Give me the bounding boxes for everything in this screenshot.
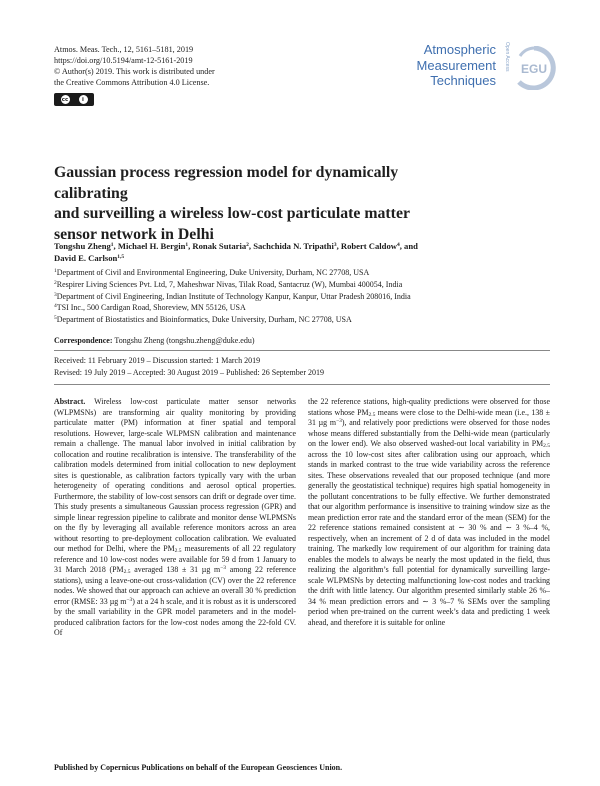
correspondence [54,336,254,345]
affiliation: $^3$Department of Civil Engineering, Indian Institute of Technology Kanpur, Kanpur, Uttar Pradesh 208016, India [54,291,411,301]
author-name: Ronak Sutaria [192,241,247,251]
publication-dates: Received: 11 February 2019 – Discussion started: 1 March 2019 Revised: 19 July 2019 – Accepted: 30 August 2019 – Published: 26 September 2019 [54,356,324,377]
correspondence-email: Tongshu Zheng (tongshu.zheng@duke.edu) [112,336,255,345]
divider [54,350,550,351]
cc-icon: cc [61,96,69,103]
affiliation: $^5$Department of Biostatistics and Bioinformatics, Duke University, Durham, NC 27708, USA [54,315,352,325]
egu-logo-icon [512,46,556,90]
doi-link[interactable]: https://doi.org/10.5194/amt-12-5161-2019 [54,56,193,65]
attribution-icon: i [79,95,88,104]
divider [54,384,550,385]
author-name: David E. Carlson [54,253,118,263]
egu-text: EGU [520,62,548,76]
journal-name: Atmospheric Measurement Techniques [416,42,496,88]
abstract-column-left [54,397,296,639]
publisher-footer: Published by Copernicus Publications on behalf of the European Geosciences Union. [54,763,343,772]
abstract-label: Abstract. [54,397,86,406]
author-list: Tongshu Zheng$^1$, Michael H. Bergin$^1$, Ronak Sutaria$^2$, Sachchida N. Tripathi$^3$, Robert Caldow$^4$, and David E. Carlson$^{1,5}$ [54,241,418,263]
article-header [54,44,215,88]
author-name: Tongshu Zheng [54,241,111,251]
author-name: Sachchida N. Tripathi [253,241,334,251]
affiliation-list [54,267,554,326]
abstract-text: Abstract. Wireless low-cost particulate matter sensor networks (WLPMSNs) are transforming air quality monitoring by providing particulate matter (PM) information at finer spatial and temporal resolutions. However, large-scale WLPMSN calibration and maintenance remain a challenge. The manual labor involved in initial calibration by collocation and routine recalibration is intensive. The transferability of the calibration models determined from initial collocation to new deployment sites is questionable, as calibration factors typically vary with the urban heterogeneity of operating conditions and aerosol optical properties. Furthermore, the stability of low-cost sensors can drift or degrade over time. This study presents a simultaneous Gaussian process regression (GPR) and simple linear regression pipeline to calibrate and monitor dense WLPMSNs on the fly by leveraging all available reference monitors across an area without resorting to pre-deployment collocation calibration. We evaluated our method for Delhi, where the $PM_{2.5}$ measurements of all 22 regulatory reference and 10 low-cost nodes were available for 59 d from 1 January to 31 March 2018 ($PM_{2.5}$ averaged 138 ± 31 µg $m^{-3}$ among 22 reference stations), using a leave-one-out cross-validation (CV) over the 22 reference nodes. We showed that our approach can achieve an overall 30 % prediction error (RMSE: 33 µg $m^{-3}$) at a 24 h scale, and it is robust as it is underscored by the small variability in the GPR model parameters and in the model-produced calibration factors for the low-cost nodes among the 22-fold CV. Of [54,397,297,637]
abstract-text: the 22 reference stations, high-quality predictions were observed for those stations whose $PM_{2.5}$ means were close to the Delhi-wide mean (i.e., 138 ± 31 µg $m^{-3}$), and relatively poor predictions were observed for those nodes whose means differed substantially from the Delhi-wide mean (particularly on the lower end). We also observed washed-out local variability in $PM_{2.5}$ across the 10 low-cost sites after calibration using our approach, which stands in marked contrast to the true wide variability across the reference sites. These observations revealed that our proposed technique (and more generally the geostatistical technique) requires high spatial homogeneity in the pollutant concentrations to be fully effective. We further demonstrated that our algorithm performance is insensitive to training window size as the mean prediction error rate and the standard error of the mean (SEM) for the 22 reference stations remained consistent at ∼ 30 % and ∼ 3 %–4 %, respectively, when an increment of 2 d of data was included in the model training. The markedly low requirement of our algorithm for training data enables the models to always be nearly the most updated in the field, thus realizing the algorithm’s full potential for dynamically surveilling large-scale WLPMSNs by detecting malfunctioning low-cost nodes and tracking the drift with little latency. Our algorithm presented similarly stable 26 %–34 % mean prediction errors and ∼ 3 %–7 % SEMs over the sampling period when pre-trained on the current week’s data and predicting 1 week ahead, and therefore it is suitable for online [308,397,551,627]
open-access-label: Open Access [504,42,510,72]
citation: Atmos. Meas. Tech., 12, 5161–5181, 2019 [54,45,194,54]
abstract-column-right [308,397,550,628]
cc-by-license-icon[interactable] [54,93,94,106]
correspondence-label: Correspondence: [54,336,113,345]
journal-logo [404,38,559,98]
affiliation: $^4$TSI Inc., 500 Cardigan Road, Shoreview, MN 55126, USA [54,303,246,313]
paper-title: Gaussian process regression model for dynamically calibrating and surveilling a wireless low-cost particulate matter sensor network in Delhi [54,164,410,243]
affiliation: $^1$Department of Civil and Environmental Engineering, Duke University, Durham, NC 27708, USA [54,268,370,277]
author-name: Robert Caldow [340,241,397,251]
license-notice: the Creative Commons Attribution 4.0 License. [54,78,210,87]
copyright-notice: © Author(s) 2019. This work is distributed under [54,67,215,76]
affiliation: $^2$Respirer Living Sciences Pvt. Ltd, 7, Maheshwar Nivas, Tilak Road, Santacruz (W), Mumbai 400054, India [54,279,403,289]
author-name: Michael H. Bergin [117,241,186,251]
